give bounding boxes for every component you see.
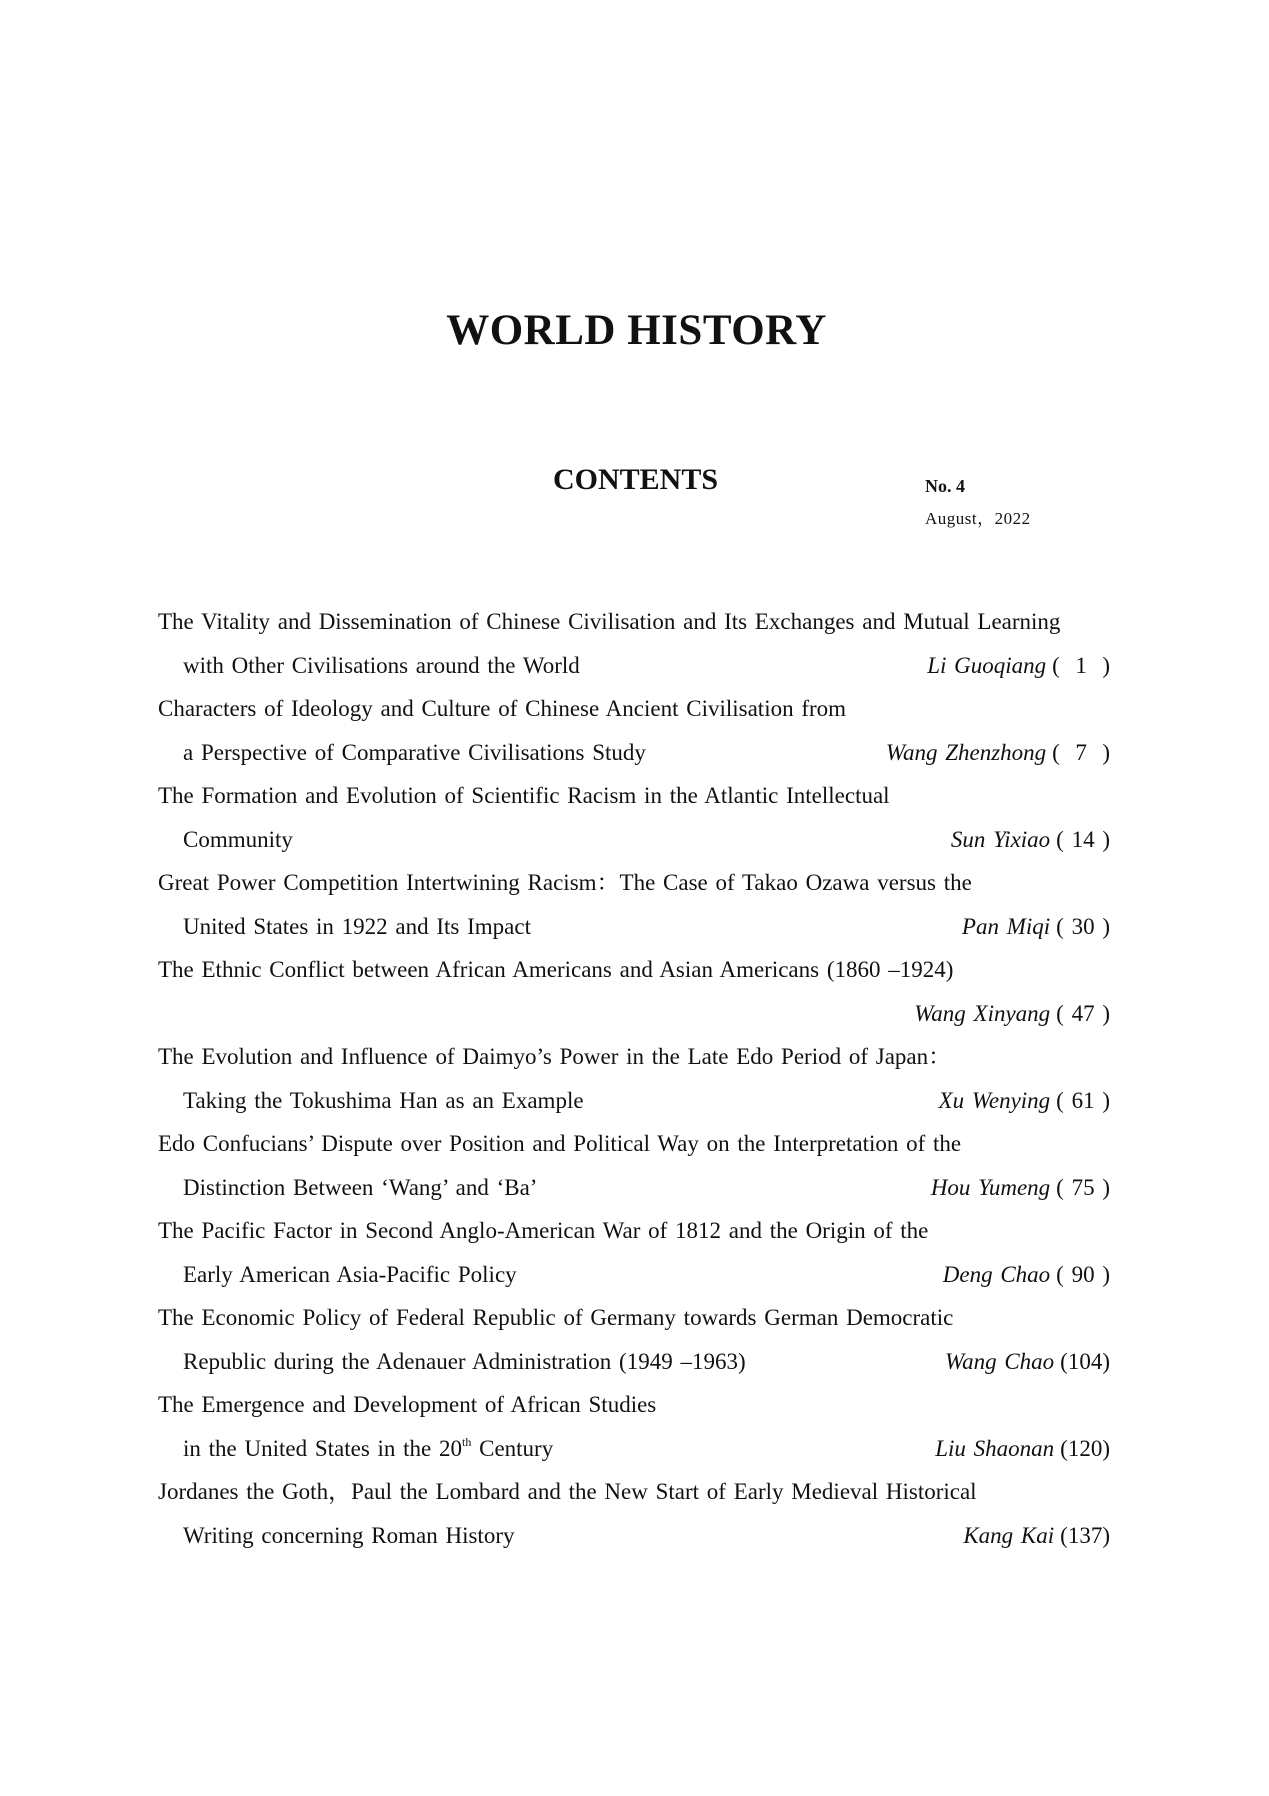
entry-title-line <box>158 1166 1110 1210</box>
entry-author: Xu Wenying <box>938 1087 1051 1113</box>
toc-entry[interactable] <box>158 1035 1110 1122</box>
entry-title-line <box>158 600 1110 644</box>
entry-title-line <box>158 731 1110 775</box>
toc-entry[interactable] <box>158 1296 1110 1383</box>
toc-entry[interactable] <box>158 600 1110 687</box>
ordinal-superscript: th <box>462 1434 472 1449</box>
entry-title: The Formation and Evolution of Scientific Racism in the Atlantic Intellectual <box>158 783 890 808</box>
entry-byline <box>943 1253 1110 1297</box>
entry-title-line <box>158 818 1110 862</box>
entry-title-line <box>158 1383 1110 1427</box>
entry-author: Wang Zhenzhong <box>885 739 1047 765</box>
entry-page: ( 61 ) <box>1056 1087 1110 1113</box>
entry-author: Liu Shaonan <box>935 1435 1055 1461</box>
entry-page: ( 90 ) <box>1056 1261 1110 1287</box>
entry-page: (137) <box>1060 1522 1110 1548</box>
entry-page: ( 7 ) <box>1052 739 1110 765</box>
entry-author: Pan Miqi <box>961 913 1051 939</box>
entry-title-cont: a Perspective of Comparative Civilisations Study <box>183 739 646 765</box>
entry-author: Wang Xinyang <box>914 1000 1051 1026</box>
toc-entry[interactable] <box>158 1470 1110 1557</box>
entry-title-line <box>158 687 1110 731</box>
toc-entry[interactable] <box>158 1122 1110 1209</box>
entry-title-line <box>158 948 1110 992</box>
entry-title-line <box>158 1296 1110 1340</box>
entry-title-cont: Community <box>183 826 293 852</box>
table-of-contents <box>158 600 1110 1557</box>
entry-title-line <box>158 1253 1110 1297</box>
toc-entry[interactable] <box>158 1209 1110 1296</box>
entry-byline <box>951 818 1110 862</box>
entry-title-cont: United States in 1922 and Its Impact <box>183 913 531 939</box>
entry-byline <box>931 1166 1110 1210</box>
entry-title: Characters of Ideology and Culture of Chinese Ancient Civilisation from <box>158 696 847 721</box>
entry-title-cont <box>183 1427 553 1471</box>
entry-title-line <box>158 861 1110 905</box>
entry-title-line <box>158 774 1110 818</box>
entry-title-prefix: in the United States in the 20 <box>183 1435 463 1461</box>
entry-title-cont: Taking the Tokushima Han as an Example <box>183 1087 584 1113</box>
toc-entry[interactable] <box>158 774 1110 861</box>
entry-author: Kang Kai <box>963 1522 1055 1548</box>
issue-date: August，2022 <box>925 509 1031 528</box>
entry-byline <box>927 644 1110 688</box>
entry-title: Jordanes the Goth，Paul the Lombard and the New Start of Early Medieval Historical <box>158 1479 977 1504</box>
entry-title: Edo Confucians’ Dispute over Position and Political Way on the Interpretation of the <box>158 1131 962 1156</box>
entry-title-cont: Republic during the Adenauer Administration (1949 –1963) <box>183 1348 746 1374</box>
entry-byline <box>914 992 1110 1036</box>
entry-title: The Evolution and Influence of Daimyo’s Power in the Late Edo Period of Japan： <box>158 1044 952 1069</box>
entry-byline <box>962 905 1110 949</box>
toc-entry[interactable] <box>158 1383 1110 1470</box>
entry-page: (120) <box>1060 1435 1110 1461</box>
entry-title: Great Power Competition Intertwining Racism：The Case of Takao Ozawa versus the <box>158 870 972 895</box>
entry-title-line <box>158 1427 1110 1471</box>
entry-title-suffix: Century <box>471 1435 554 1461</box>
entry-title-line <box>158 1470 1110 1514</box>
entry-title: The Economic Policy of Federal Republic of Germany towards German Democratic <box>158 1305 954 1330</box>
entry-author: Li Guoqiang <box>927 652 1047 678</box>
entry-title-line <box>158 1209 1110 1253</box>
entry-title: The Vitality and Dissemination of Chinese Civilisation and Its Exchanges and Mutual Learning <box>158 609 1061 634</box>
entry-author: Sun Yixiao <box>950 826 1051 852</box>
entry-page: (104) <box>1060 1348 1110 1374</box>
entry-byline <box>935 1427 1110 1471</box>
issue-number: No. 4 <box>925 476 965 496</box>
entry-title-line <box>158 1079 1110 1123</box>
toc-entry[interactable] <box>158 687 1110 774</box>
entry-author: Deng Chao <box>942 1261 1051 1287</box>
entry-byline <box>945 1340 1110 1384</box>
entry-title: The Ethnic Conflict between African Americans and Asian Americans (1860 –1924) <box>158 957 954 982</box>
entry-title-cont: Early American Asia-Pacific Policy <box>183 1261 517 1287</box>
entry-page: ( 1 ) <box>1052 652 1110 678</box>
toc-entry[interactable] <box>158 948 1110 1035</box>
entry-title-line <box>158 1340 1110 1384</box>
contents-heading: CONTENTS <box>553 463 719 496</box>
entry-byline <box>963 1514 1110 1558</box>
entry-title-cont: Writing concerning Roman History <box>183 1522 515 1548</box>
entry-title-line <box>158 1035 1110 1079</box>
entry-title-line <box>158 905 1110 949</box>
entry-byline <box>939 1079 1110 1123</box>
entry-title-cont: with Other Civilisations around the World <box>183 652 580 678</box>
entry-title-cont: Distinction Between ‘Wang’ and ‘Ba’ <box>183 1174 538 1200</box>
entry-title-line <box>158 644 1110 688</box>
entry-page: ( 30 ) <box>1056 913 1110 939</box>
entry-title: The Emergence and Development of African Studies <box>158 1392 657 1417</box>
entry-title-line <box>158 1122 1110 1166</box>
entry-author: Wang Chao <box>945 1348 1055 1374</box>
entry-title: The Pacific Factor in Second Anglo-American War of 1812 and the Origin of the <box>158 1218 929 1243</box>
entry-page: ( 14 ) <box>1056 826 1110 852</box>
entry-author: Hou Yumeng <box>930 1174 1051 1200</box>
toc-entry[interactable] <box>158 861 1110 948</box>
entry-byline <box>886 731 1110 775</box>
entry-page: ( 47 ) <box>1056 1000 1110 1026</box>
entry-page: ( 75 ) <box>1056 1174 1110 1200</box>
entry-title-line <box>158 1514 1110 1558</box>
journal-title: WORLD HISTORY <box>446 307 827 354</box>
entry-title-line <box>158 992 1110 1036</box>
